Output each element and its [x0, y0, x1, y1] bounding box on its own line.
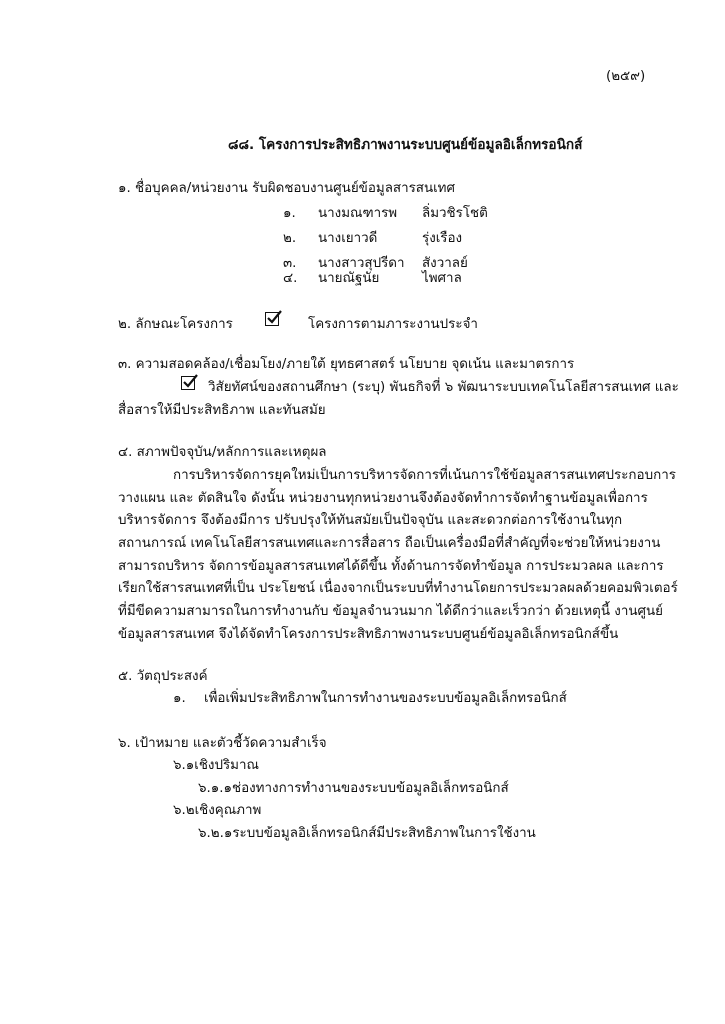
section4-heading: ๔. สภาพปัจจุบัน/หลักการและเหตุผล — [118, 445, 327, 460]
section4-line-8: ข้อมูลสารสนเทศ จึงได้จัดทำโครงการประสิทธิภาพงานระบบศูนย์ข้อมูลอิเล็กทรอนิกส์ขึ้น — [118, 627, 619, 642]
quantity-heading: ๖.๑เชิงปริมาณ — [173, 758, 259, 773]
section4-line-6: เรียกใช้สารสนเทศที่เป็น ประโยชน์ เนื่องจากเป็นระบบที่ทำงานโดยการประมวลผลด้วยคอมพิวเตอร์ — [118, 581, 678, 596]
project-title: ๘๘. โครงการประสิทธิภาพงานระบบศูนย์ข้อมูลอิเล็กทรอนิกส์ — [228, 137, 583, 153]
person-2-number: ๒. — [283, 231, 297, 246]
objective-1-text: เพื่อเพิ่มประสิทธิภาพในการทำงานของระบบข้อมูลอิเล็กทรอนิกส์ — [204, 691, 567, 706]
section4-line-5: สามารถบริหาร จัดการข้อมูลสารสนเทศได้ดีขึ้น ทั้งด้านการจัดทำข้อมูล การประมวลผล และการ — [118, 559, 664, 574]
alignment-checkbox — [181, 376, 195, 390]
section2-heading: ๒. ลักษณะโครงการ — [118, 317, 233, 332]
section3-line-2: สื่อสารให้มีประสิทธิภาพ และทันสมัย — [118, 403, 326, 418]
section4-line-2: วางแผน และ ตัดสินใจ ดังนั้น หน่วยงานทุกหน่วยงานจึงต้องจัดทำการจัดทำฐานข้อมูลเพื่อการ — [118, 491, 648, 506]
person-3-name: นางสาวสุปรีดา — [318, 256, 405, 271]
section1-heading: ๑. ชื่อบุคคล/หน่วยงาน รับผิดชอบงานศูนย์ข้อมูลสารสนเทศ — [118, 181, 456, 196]
section4-line-1: การบริหารจัดการยุคใหม่เป็นการบริหารจัดการที่เน้นการใช้ข้อมูลสารสนเทศประกอบการ — [173, 468, 676, 483]
person-4-surname: ไพศาล — [422, 271, 462, 286]
section4-line-7: ที่มีขีดความสามารถในการทำงานกับ ข้อมูลจำนวนมาก ได้ดีกว่าและเร็วกว่า ด้วยเหตุนี้ งานศูนย์ — [118, 604, 664, 619]
section3-heading: ๓. ความสอดคล้อง/เชื่อมโยง/ภายใต้ ยุทธศาสตร์ นโยบาย จุดเน้น และมาตรการ — [118, 357, 575, 372]
person-1-surname: ลิ่มวชิรโชติ — [422, 206, 488, 221]
section6-heading: ๖. เป้าหมาย และตัวชี้วัดความสำเร็จ — [118, 736, 327, 751]
section5-heading: ๕. วัตถุประสงค์ — [118, 669, 208, 684]
person-1-name: นางมณฑารพ — [318, 206, 398, 221]
person-4-name: นายณัฐนัย — [318, 271, 380, 286]
objective-1-number: ๑. — [173, 691, 186, 706]
person-3-surname: สังวาลย์ — [422, 256, 468, 271]
person-4-number: ๔. — [283, 271, 298, 286]
section4-line-3: บริหารจัดการ จึงต้องมีการ ปรับปรุงให้ทันสมัยเป็นปัจจุบัน และสะดวกต่อการใช้งานในทุก — [118, 513, 623, 528]
project-type-checkbox — [265, 312, 279, 326]
quality-item: ๖.๒.๑ระบบข้อมูลอิเล็กทรอนิกส์มีประสิทธิภาพในการใช้งาน — [198, 826, 536, 841]
quantity-item: ๖.๑.๑ช่องทางการทำงานของระบบข้อมูลอิเล็กทรอนิกส์ — [198, 781, 509, 796]
checkmark-icon — [182, 374, 200, 390]
person-2-name: นางเยาวดี — [318, 231, 378, 246]
person-1-number: ๑. — [283, 206, 296, 221]
page-number: (๒๕๙) — [606, 69, 646, 84]
checkmark-icon — [266, 310, 284, 326]
section3-line-1: วิสัยทัศน์ของสถานศึกษา (ระบุ) พันธกิจที่ ๖ พัฒนาระบบเทคโนโลยีสารสนเทศ และ — [208, 380, 679, 395]
person-3-number: ๓. — [283, 256, 297, 271]
section4-line-4: สถานการณ์ เทคโนโลยีสารสนเทศและการสื่อสาร ถือเป็นเครื่องมือที่สำคัญที่จะช่วยให้หน่วยงาน — [118, 536, 661, 551]
person-2-surname: รุ่งเรือง — [422, 231, 463, 246]
project-type-label: โครงการตามภาระงานประจำ — [308, 317, 478, 332]
quality-heading: ๖.๒เชิงคุณภาพ — [173, 803, 262, 818]
